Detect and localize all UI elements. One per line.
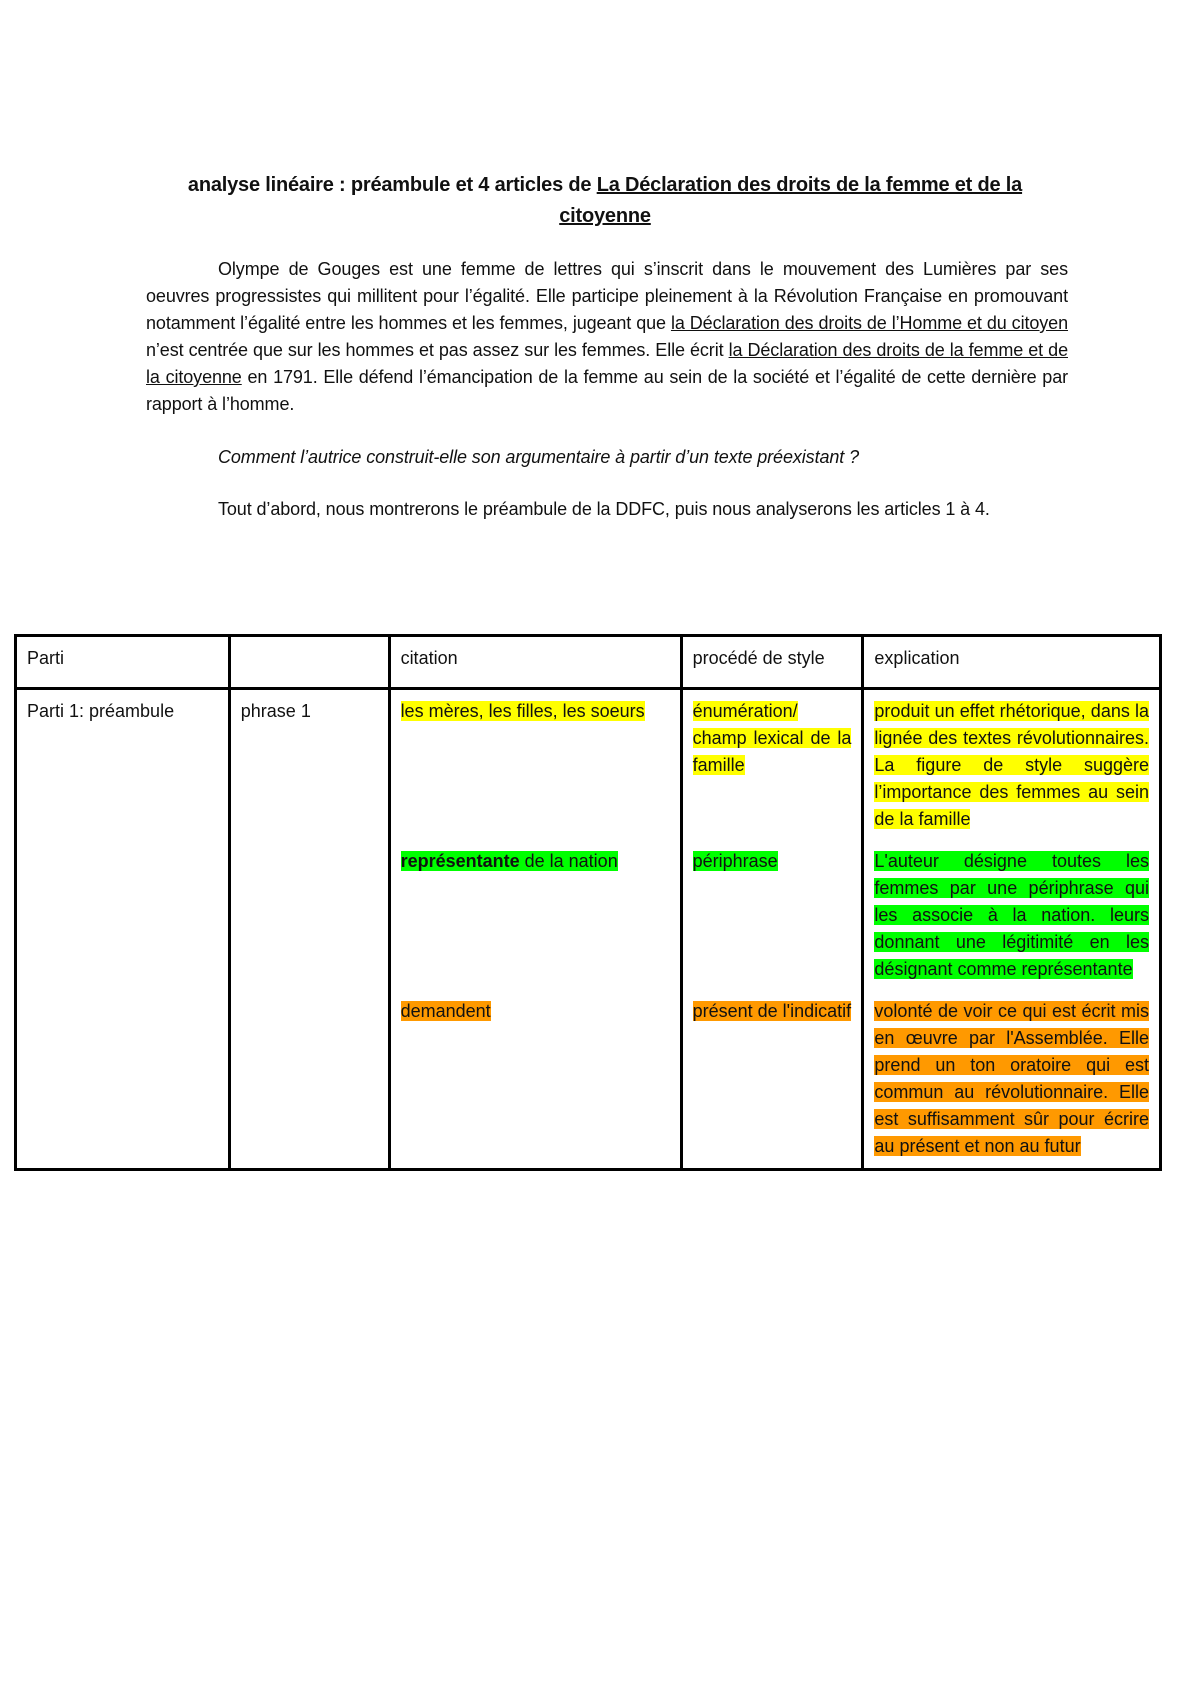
citation-item (401, 698, 670, 848)
table-header-row (16, 636, 1161, 689)
cell-citations (389, 689, 681, 1170)
cell-part: Parti 1: préambule (16, 689, 230, 1170)
header-parti: Parti (16, 636, 230, 689)
citation-text: demandent (400, 1001, 491, 1021)
cell-sentence: phrase 1 (229, 689, 389, 1170)
intro-text-b: n’est centrée que sur les hommes et pas assez sur les femmes. Elle écrit (146, 340, 729, 360)
intro-text-a: Olympe de Gouges est une femme de lettres qui s’inscrit dans le mouvement des Lumières par ses oeuvres progressistes qui millitent pour l’égalité. Elle participe pleinement à la Révolution Française en promouvant notamment l’égalité entre les hommes et les femmes, jugeant que (146, 259, 1068, 333)
procede-item (693, 698, 852, 848)
explication-item (874, 998, 1149, 1160)
header-citation: citation (389, 636, 681, 689)
procede-text: périphrase (692, 851, 778, 871)
explication-text: produit un effet rhétorique, dans la lignée des textes révolutionnaires. La figure de style suggère l’importance des femmes au sein de la famille (874, 701, 1149, 829)
header-procede: procédé de style (681, 636, 863, 689)
title-work: La Déclaration des droits de la femme et de la citoyenne (559, 174, 1023, 227)
table-row (16, 689, 1161, 1170)
explication-item (874, 698, 1149, 848)
cell-procedes (681, 689, 863, 1170)
intro-work-ddhc: la Déclaration des droits de l’Homme et du citoyen (670, 313, 1069, 333)
procede-item (693, 998, 852, 1025)
cell-explications (863, 689, 1161, 1170)
document-title (140, 170, 1070, 232)
procede-text: énumération/ champ lexical de la famille (692, 701, 852, 775)
header-empty (229, 636, 389, 689)
intro-paragraph (146, 256, 1068, 418)
procede-text: présent de l'indicatif (692, 1001, 852, 1021)
citation-bold-text: représentante (400, 851, 520, 871)
plan-paragraph: Tout d’abord, nous montrerons le préambule de la DDFC, puis nous analyserons les articles 1 à 4. (218, 499, 990, 519)
explication-item (874, 848, 1149, 998)
title-prefix: analyse linéaire : préambule et 4 articles de (187, 174, 597, 196)
citation-item (401, 848, 670, 998)
citation-text: de la nation (519, 851, 618, 871)
explication-text: L'auteur désigne toutes les femmes par une périphrase qui les associe à la nation. leurs donnant une légitimité en les désignant comme représentante (874, 851, 1149, 979)
procede-item (693, 848, 852, 998)
citation-text: les mères, les filles, les soeurs (400, 701, 645, 721)
analysis-table (14, 634, 1162, 1171)
problematic-question: Comment l’autrice construit-elle son argumentaire à partir d’un texte préexistant ? (218, 447, 860, 467)
explication-text: volonté de voir ce qui est écrit mis en œuvre par l'Assemblée. Elle prend un ton oratoire qui est commun au révolutionnaire. Elle est suffisamment sûr pour écrire au présent et non au futur (874, 1001, 1149, 1156)
header-explication: explication (863, 636, 1161, 689)
intro-text-c: en 1791. Elle défend l’émancipation de la femme au sein de la société et l’égalité de cette dernière par rapport à l’homme. (146, 367, 1068, 414)
citation-item (401, 998, 670, 1025)
intro-work-ddfc: la Déclaration des droits de la femme et de la citoyenne (146, 340, 1068, 387)
